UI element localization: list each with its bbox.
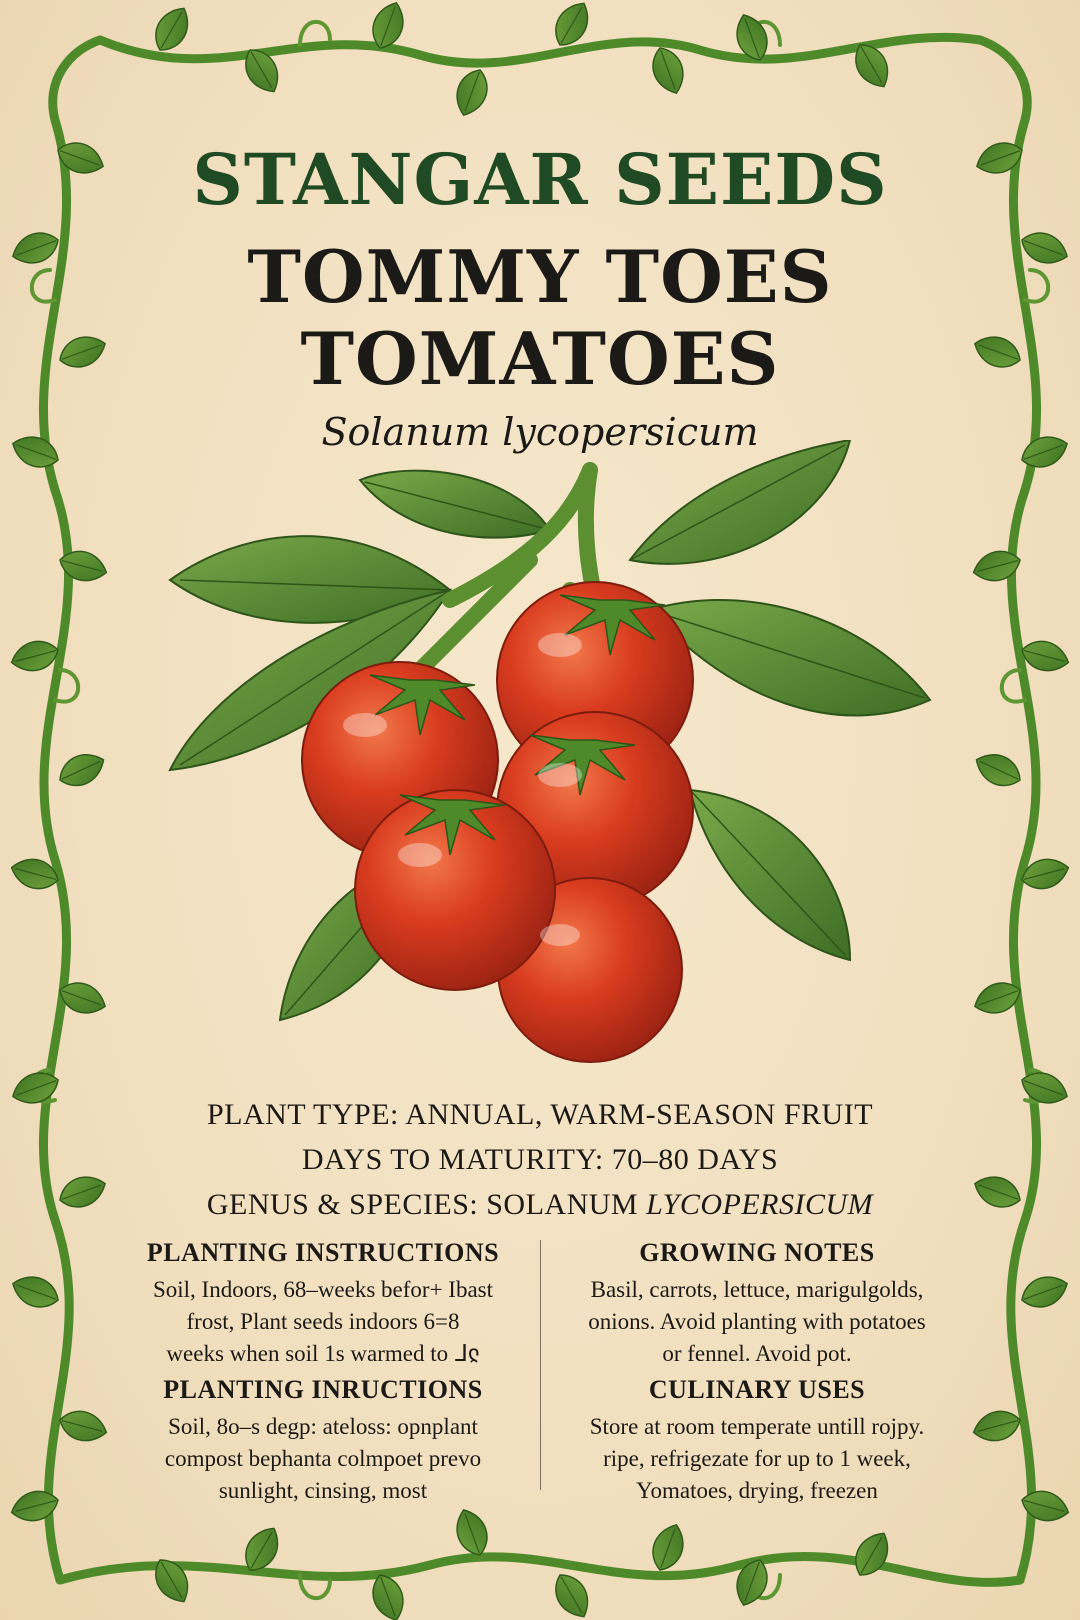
- section-line: sunlight, cinsing, most: [218, 1478, 428, 1503]
- planting-instructions-section: [118, 1238, 528, 1370]
- section-line: Basil, carrots, lettuce, marigulgolds,: [590, 1277, 924, 1302]
- section-body: [118, 1411, 528, 1507]
- genus-species: [0, 1188, 1080, 1222]
- section-line: onions. Avoid planting with potatoes: [588, 1309, 926, 1334]
- section-line: frost, Plant seeds indoors 6=8: [186, 1309, 460, 1334]
- section-line: or fennel. Avoid pot.: [662, 1341, 852, 1366]
- section-line: weeks when soil 1s warmed to ᒧჺ: [166, 1341, 480, 1366]
- variety-name-line1: TOMMY TOES: [247, 234, 833, 319]
- section-line: Store at room temperate untill rojpy.: [589, 1414, 925, 1439]
- section-line: Soil, 8o–s degp: ateloss: opnplant: [168, 1414, 478, 1439]
- variety-name-line2: TOMATOES: [300, 316, 780, 401]
- genus-prefix: GENUS & SPECIES: SOLANUM: [206, 1188, 647, 1221]
- growing-notes-section: [552, 1238, 962, 1370]
- days-to-maturity: DAYS TO MATURITY: 70–80 DAYS: [301, 1143, 779, 1176]
- section-line: compost bephanta colmpoet prevo: [164, 1446, 482, 1471]
- section-heading: GROWING NOTES: [639, 1238, 875, 1267]
- planting-inructions-section: [118, 1375, 528, 1507]
- section-body: [118, 1274, 528, 1370]
- brand-name: STANGAR SEEDS: [192, 138, 888, 221]
- latin-name: Solanum lycopersicum: [321, 410, 759, 454]
- section-line: ripe, refrigezate for up to 1 week,: [603, 1446, 911, 1471]
- section-line: Soil, Indoors, 68–weeks befor+ Ibast: [152, 1277, 494, 1302]
- culinary-uses-section: [552, 1375, 962, 1507]
- genus-italic: LYCOPERSICUM: [646, 1188, 874, 1221]
- section-line: Yomatoes, drying, freezen: [636, 1478, 878, 1503]
- column-divider: [540, 1240, 541, 1490]
- section-body: [552, 1411, 962, 1507]
- tomato-cluster-illustration: [150, 440, 950, 1080]
- plant-type: PLANT TYPE: ANNUAL, WARM-SEASON FRUIT: [206, 1098, 874, 1131]
- section-heading: PLANTING INSTRUCTIONS: [146, 1238, 500, 1267]
- section-heading: CULINARY USES: [648, 1375, 866, 1404]
- section-body: [552, 1274, 962, 1370]
- section-heading: PLANTING INRUCTIONS: [163, 1375, 483, 1404]
